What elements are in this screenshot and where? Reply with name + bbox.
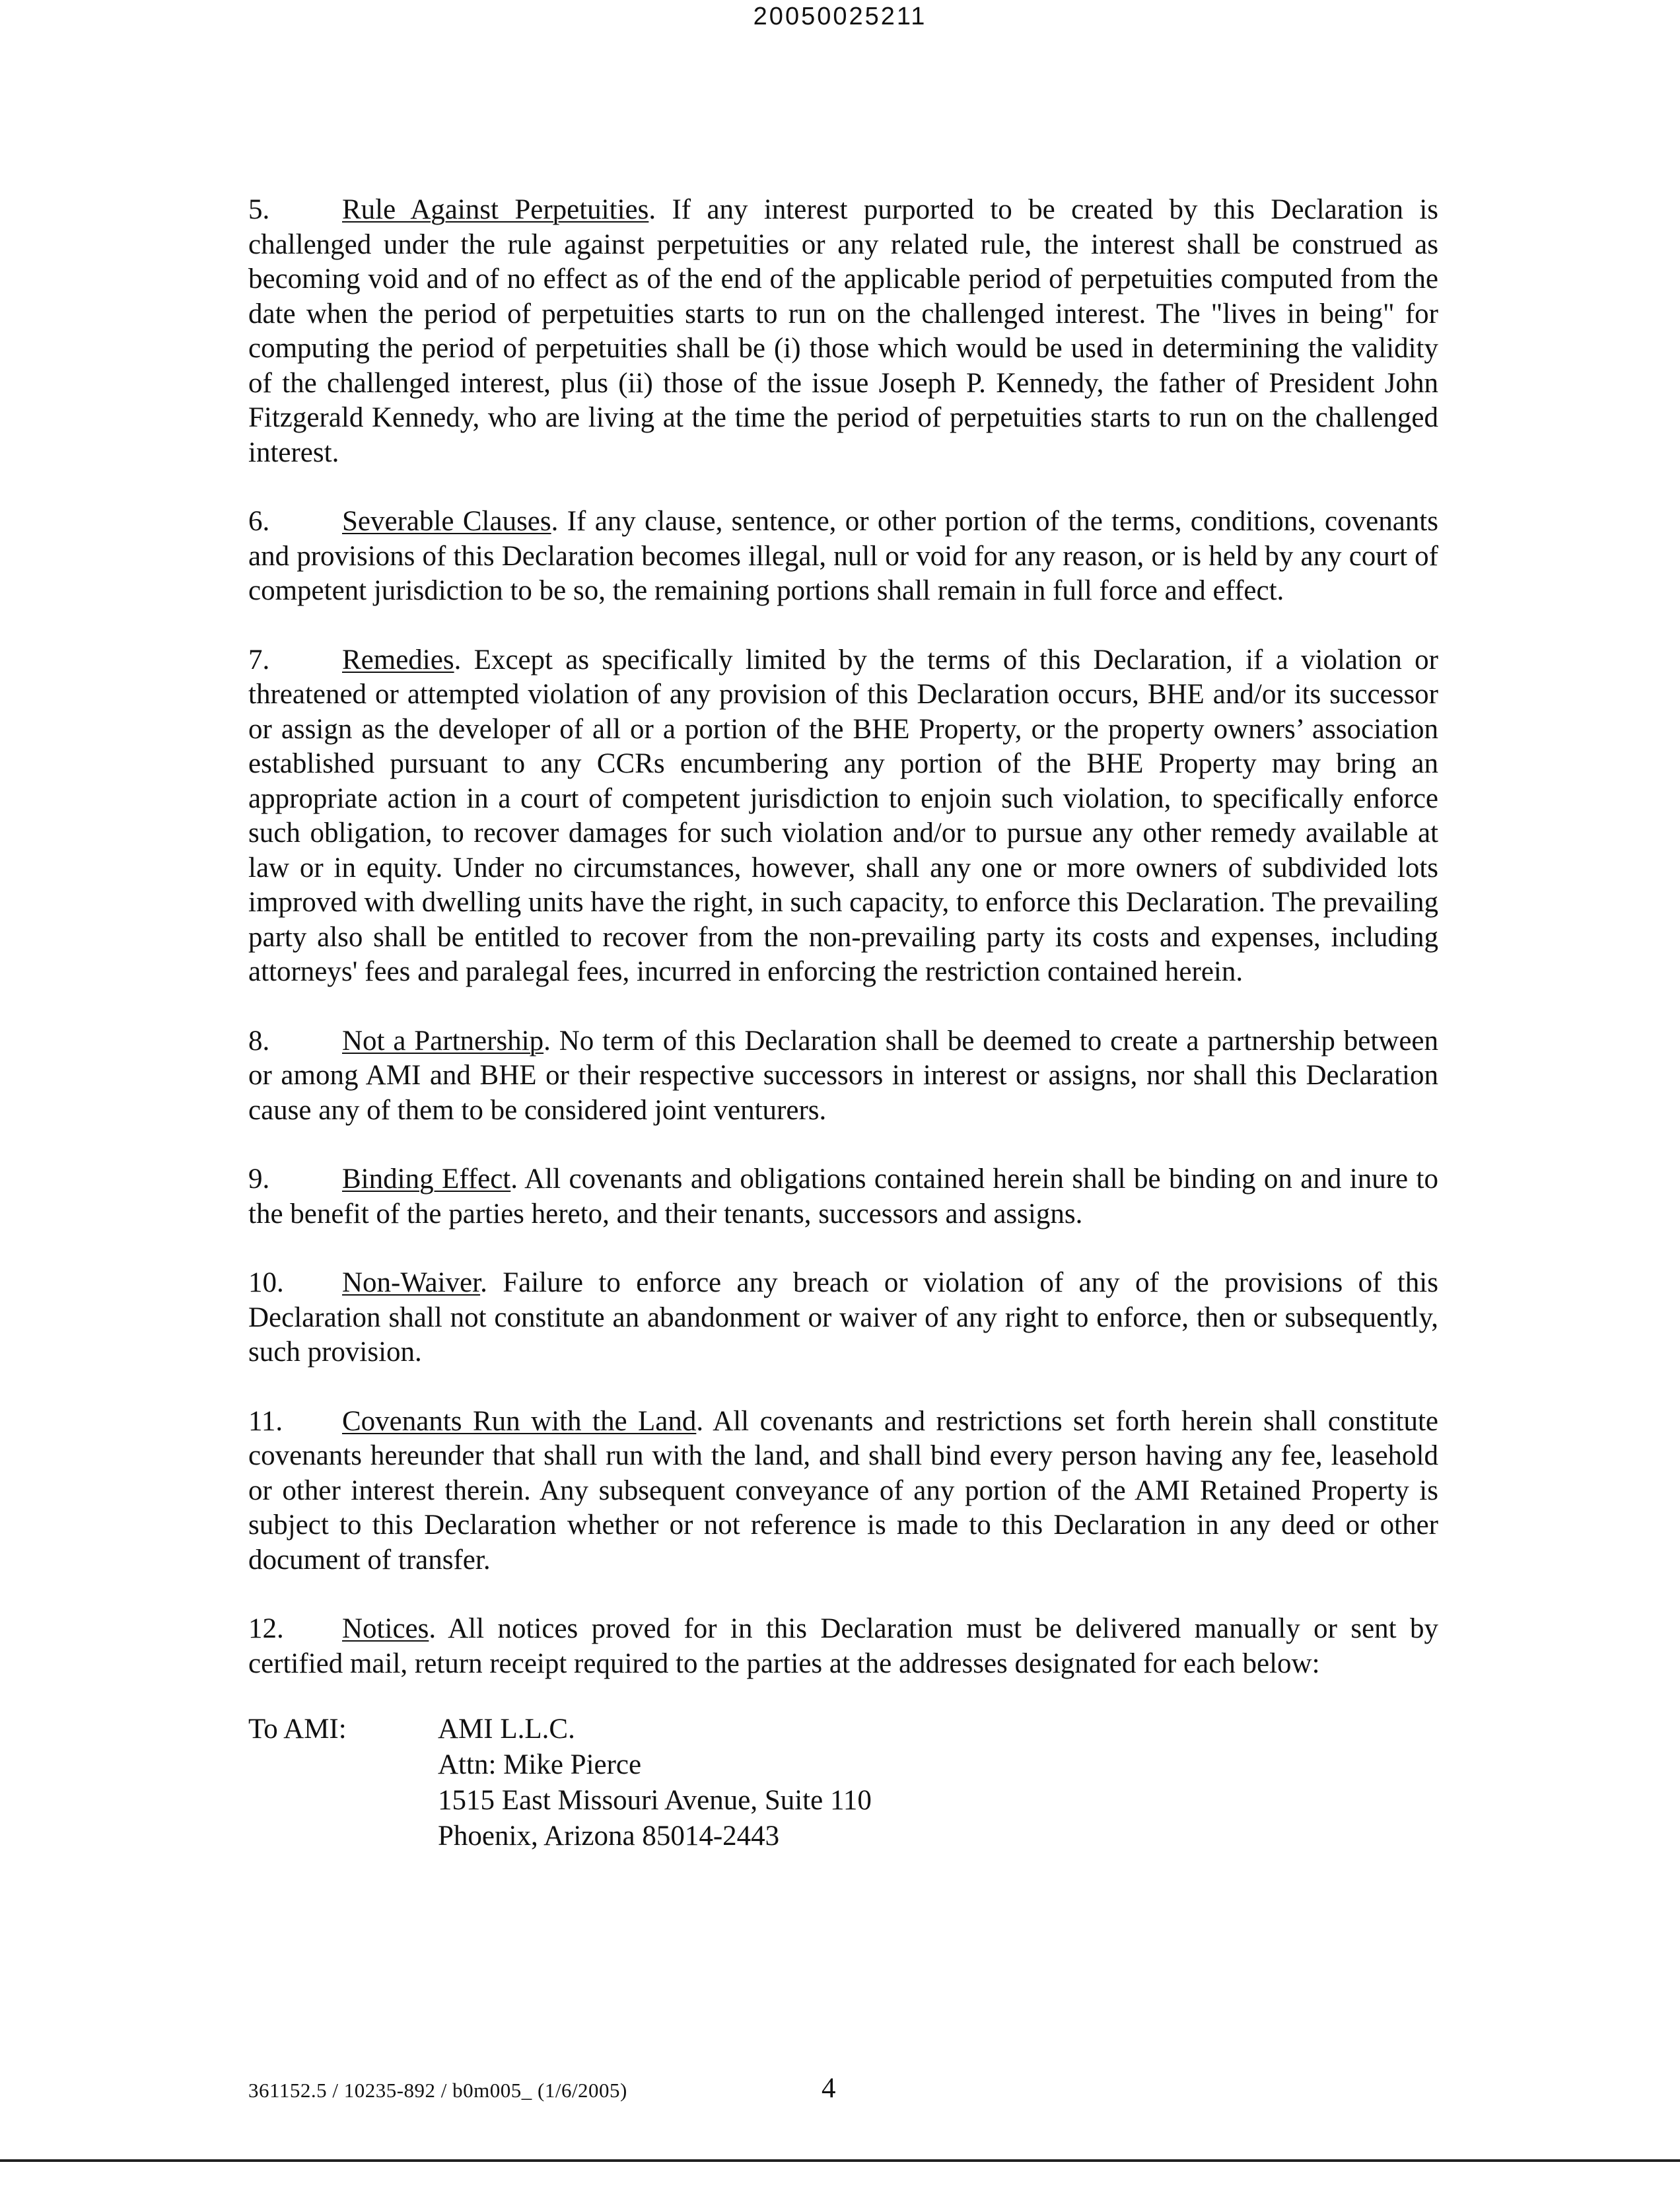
section-heading: Rule Against Perpetuities [342, 194, 649, 225]
section-heading: Not a Partnership [342, 1025, 544, 1057]
section-text: . If any interest purported to be created by this Declaration is challenged under the rule against perpetuities or any related rule, the interest shall be construed as becoming void and of no effect as of the end of the applicable period of perpetuities computed from the date when the period of perpetuities starts to run on the challenged interest. The "lives in being" for computing the period of perpetuities shall be (i) those which would be used in determining the validity of the challenged interest, plus (ii) those of the issue Joseph P. Kennedy, the father of President John Fitzgerald Kennedy, who are living at the time the period of perpetuities starts to run on the challenged interest. [248, 194, 1438, 468]
footer-document-reference: 361152.5 / 10235-892 / b0m005_ (1/6/2005) [248, 2079, 627, 2102]
section-heading: Severable Clauses [342, 506, 551, 537]
section-text: . All covenants and obligations contained herein shall be binding on and inure to the benefit of the parties hereto, and their tenants, successors and assigns. [248, 1163, 1438, 1230]
document-number: 20050025211 [753, 3, 927, 30]
section-number: 12. [248, 1613, 284, 1644]
section-5 [248, 193, 1438, 470]
section-10 [248, 1266, 1438, 1370]
address-label: To AMI: [248, 1714, 347, 1745]
section-12 [248, 1612, 1438, 1681]
section-number: 8. [248, 1025, 270, 1057]
address-line: Phoenix, Arizona 85014-2443 [438, 1821, 780, 1852]
section-number: 5. [248, 194, 270, 225]
section-heading: Covenants Run with the Land [342, 1405, 697, 1437]
address-lines [438, 1712, 872, 1854]
section-text: . All covenants and restrictions set forth herein shall constitute covenants hereunder that shall run with the land, and shall bind every person having any fee, leasehold or other interest therein. Any subsequent conveyance of any portion of the AMI Retained Property is subject to this Declaration whether or not reference is made to this Declaration in any deed or other document of transfer. [248, 1405, 1438, 1576]
section-number: 10. [248, 1267, 284, 1298]
bottom-rule-divider [0, 2159, 1680, 2162]
section-text: . Except as specifically limited by the terms of this Declaration, if a violation or threatened or attempted violation of any provision of this Declaration occurs, BHE and/or its successor or assign as the developer of all or a portion of the BHE Property, or the property owners’ association established pursuant to any CCRs encumbering any portion of the BHE Property may bring an appropriate action in a court of competent jurisdiction to enjoin such violation, to specifically enforce such obligation, to recover damages for such violation and/or to pursue any other remedy available at law or in equity. Under no circumstances, however, shall any one or more owners of subdivided lots improved with dwelling units have the right, in such capacity, to enforce this Declaration. The prevailing party also shall be entitled to recover from the non-prevailing party its costs and expenses, including attorneys' fees and paralegal fees, incurred in enforcing the restriction contained herein. [248, 644, 1438, 987]
section-heading: Remedies [342, 644, 454, 676]
section-text: . Failure to enforce any breach or violation of any of the provisions of this Declaration shall not constitute an abandonment or waiver of any right to enforce, then or subsequently, such provision. [248, 1267, 1438, 1368]
section-heading: Binding Effect [342, 1163, 511, 1195]
section-9 [248, 1162, 1438, 1232]
section-heading: Non-Waiver [342, 1267, 481, 1298]
section-number: 6. [248, 506, 270, 537]
section-text: . All notices proved for in this Declaration must be delivered manually or sent by certified mail, return receipt required to the parties at the addresses designated for each below: [248, 1613, 1438, 1679]
section-number: 9. [248, 1163, 270, 1195]
page-number: 4 [822, 2073, 836, 2104]
section-11 [248, 1405, 1438, 1578]
section-number: 7. [248, 644, 270, 676]
section-8 [248, 1024, 1438, 1128]
section-text: . No term of this Declaration shall be deemed to create a partnership between or among AMI and BHE or their respective successors in interest or assigns, nor shall this Declaration cause any of them to be considered joint venturers. [248, 1025, 1438, 1126]
notice-address-block [248, 1712, 1438, 1854]
section-text: . If any clause, sentence, or other portion of the terms, conditions, covenants and provisions of this Declaration becomes illegal, null or void for any reason, or is held by any court of competent jurisdiction to be so, the remaining portions shall remain in full force and effect. [248, 506, 1438, 606]
address-line: AMI L.L.C. [438, 1714, 575, 1745]
section-6 [248, 504, 1438, 609]
section-7 [248, 643, 1438, 990]
section-heading: Notices [342, 1613, 429, 1644]
address-line: Attn: Mike Pierce [438, 1749, 642, 1780]
address-line: 1515 East Missouri Avenue, Suite 110 [438, 1785, 872, 1816]
document-body [248, 193, 1438, 1854]
section-number: 11. [248, 1405, 283, 1437]
